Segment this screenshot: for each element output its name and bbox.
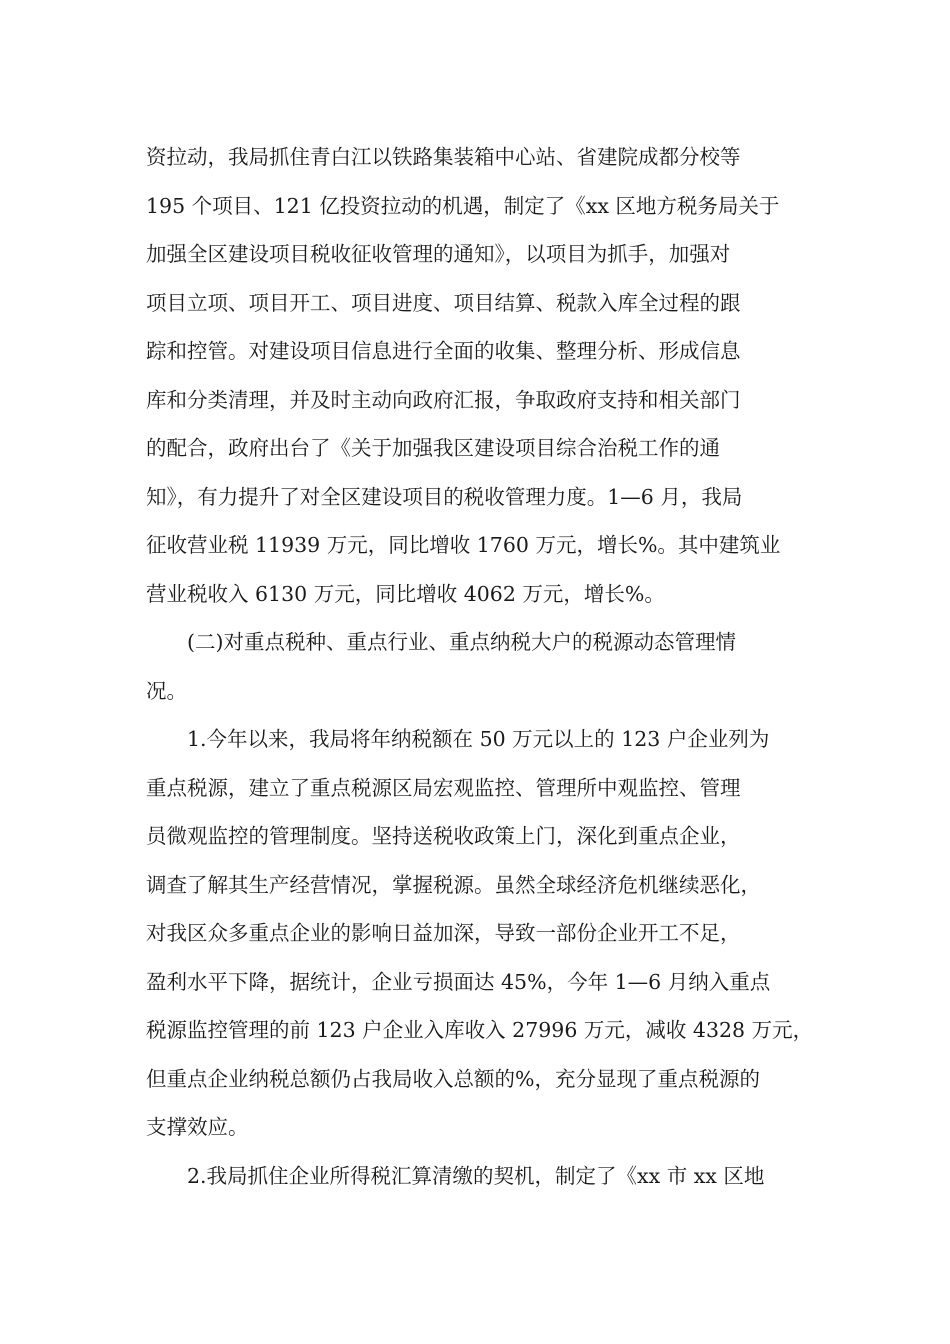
text-line: 加强全区建设项目税收征收管理的通知》，以项目为抓手，加强对 (146, 242, 731, 266)
text-line: 税源监控管理的前 123 户企业入库收入 27996 万元，减收 4328 万元， (146, 1018, 814, 1042)
text-line: 1.今年以来，我局将年纳税额在 50 万元以上的 123 户企业列为 (187, 727, 770, 751)
document-body (146, 133, 826, 1200)
text-line: 支撑效应。 (146, 1115, 249, 1139)
text-line: 资拉动，我局抓住青白江以铁路集装箱中心站、省建院成都分校等 (146, 145, 741, 169)
section-heading-line: (二)对重点税种、重点行业、重点纳税大户的税源动态管理情 (187, 630, 736, 654)
text-line: 知》，有力提升了对全区建设项目的税收管理力度。1—6 月，我局 (146, 484, 743, 509)
text-line: 营业税收入 6130 万元，同比增收 4062 万元，增长%。 (146, 581, 665, 606)
text-line: 踪和控管。对建设项目信息进行全面的收集、整理分析、形成信息 (146, 339, 741, 363)
text-line: 项目立项、项目开工、项目进度、项目结算、税款入库全过程的跟 (146, 290, 741, 315)
text-line: 对我区众多重点企业的影响日益加深，导致一部份企业开工不足， (146, 921, 741, 945)
text-line: 2.我局抓住企业所得税汇算清缴的契机，制定了《xx 市 xx 区地 (187, 1163, 765, 1188)
text-line: 库和分类清理，并及时主动向政府汇报，争取政府支持和相关部门 (146, 387, 741, 412)
text-line: 的配合，政府出台了《关于加强我区建设项目综合治税工作的通 (146, 436, 720, 460)
text-line: 但重点企业纳税总额仍占我局收入总额的%，充分显现了重点税源的 (146, 1066, 760, 1091)
text-line: 195 个项目、121 亿投资拉动的机遇，制定了《xx 区地方税务局关于 (146, 193, 780, 218)
text-line: 盈利水平下降，据统计，企业亏损面达 45%，今年 1—6 月纳入重点 (146, 969, 771, 994)
text-line: 员微观监控的管理制度。坚持送税收政策上门，深化到重点企业， (146, 824, 741, 848)
text-line: 调查了解其生产经营情况，掌握税源。虽然全球经济危机继续恶化， (146, 872, 761, 897)
text-line: 征收营业税 11939 万元，同比增收 1760 万元，增长%。其中建筑业 (146, 533, 781, 557)
section-heading-line: 况。 (146, 678, 187, 703)
text-line: 重点税源，建立了重点税源区局宏观监控、管理所中观监控、管理 (146, 775, 741, 800)
